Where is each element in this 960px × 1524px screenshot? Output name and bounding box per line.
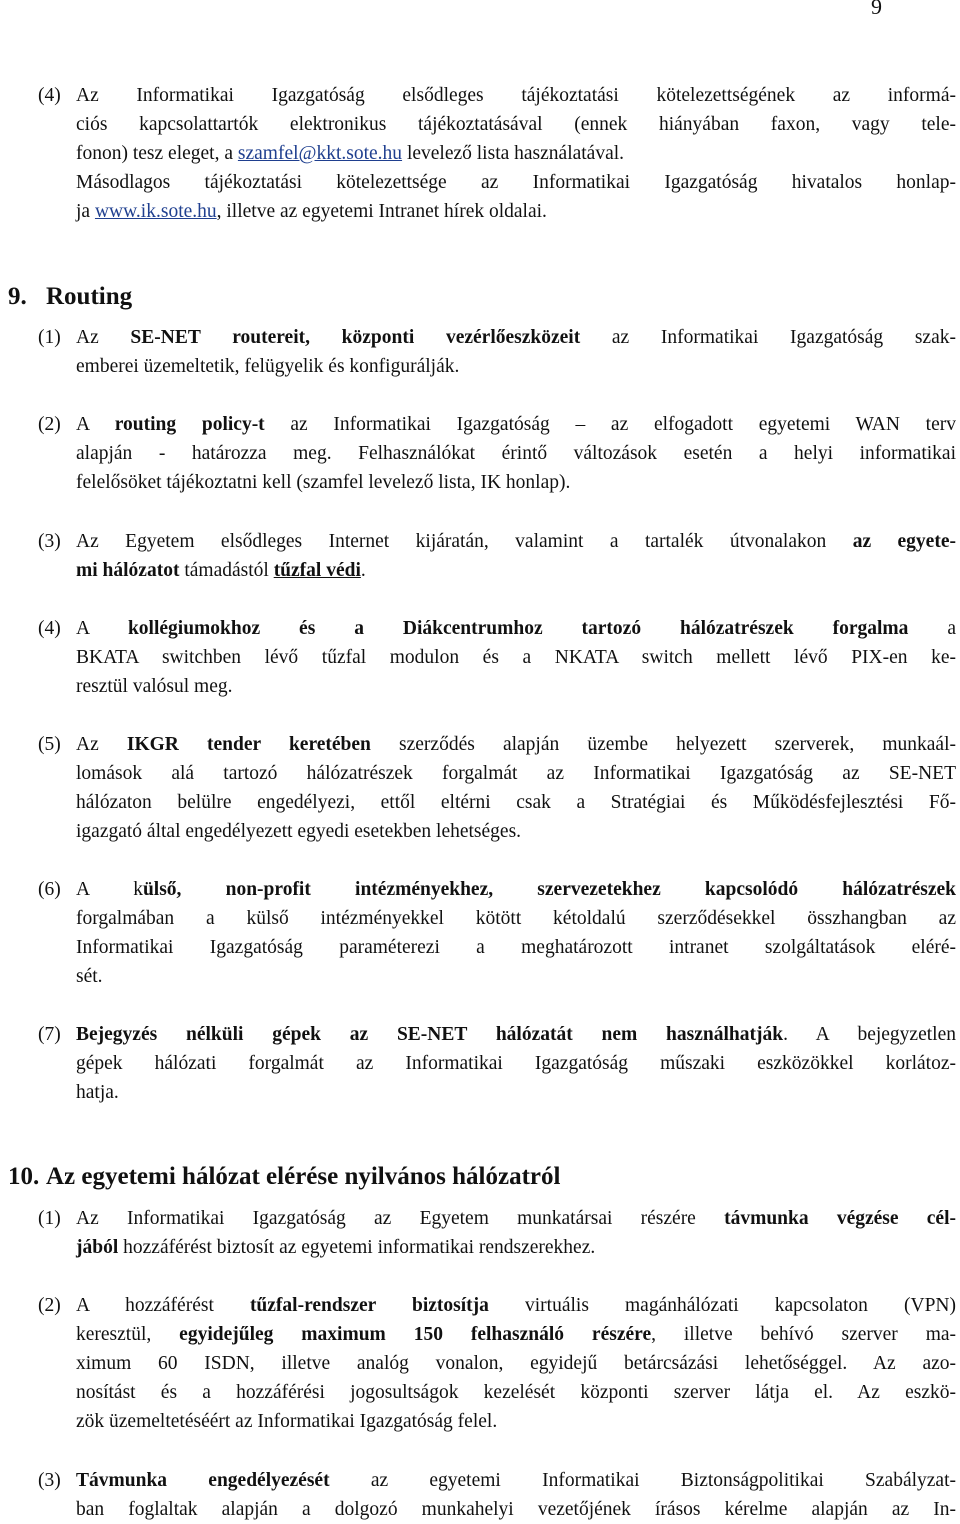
paragraph-number: (2) <box>38 414 61 435</box>
text-line: felelősöket tájékoztatni kell (szamfel levelező lista, IK honlap). <box>76 472 571 493</box>
text-line: emberei üzemeltetik, felügyelik és konfigurálják. <box>76 356 460 377</box>
text-line: A külső, non-profit intézményekhez, szervezetekhez kapcsolódó hálózatrészek <box>76 879 956 900</box>
text-line: BKATA switchben lévő tűzfal modulon és a NKATA switch mellett lévő PIX-en ke- <box>76 647 956 668</box>
section-number: 10. <box>8 1163 40 1190</box>
section-heading-remote-access <box>8 1163 560 1191</box>
text-line: Távmunka engedélyezését az egyetemi Informatikai Biztonságpolitikai Szabályzat- <box>76 1470 956 1491</box>
paragraph-10-2 <box>38 1291 956 1436</box>
paragraph-9-3 <box>38 527 956 585</box>
text-line: hatja. <box>76 1082 119 1103</box>
text-line: Az Egyetem elsődleges Internet kijáratán, valamint a tartalék útvonalakon az egyete- <box>76 531 956 552</box>
text-line: forgalmában a külső intézményekkel kötött kétoldalú szerződésekkel összhangban az <box>76 908 956 929</box>
page-number: 9 <box>871 0 882 19</box>
paragraph-9-4 <box>38 614 956 701</box>
paragraph-number: (3) <box>38 1470 61 1491</box>
paragraph-number: (1) <box>38 1208 61 1229</box>
text-line: jából hozzáférést biztosít az egyetemi informatikai rendszerekhez. <box>76 1237 596 1258</box>
paragraph-number: (4) <box>38 85 61 106</box>
text-line: alapján - határozza meg. Felhasználókat érintő változások esetén a helyi informatikai <box>76 443 956 464</box>
text-line: gépek hálózati forgalmát az Informatikai Igazgatóság műszaki eszközökkel korlátoz- <box>76 1053 956 1074</box>
text-line: Másodlagos tájékoztatási kötelezettsége az Informatikai Igazgatóság hivatalos honlap- <box>76 172 956 193</box>
section-number: 9. <box>8 283 27 310</box>
text-line: Az Informatikai Igazgatóság elsődleges tájékoztatási kötelezettségének az informá- <box>76 85 956 106</box>
paragraph-number: (7) <box>38 1024 61 1045</box>
paragraph-10-3 <box>38 1466 956 1524</box>
text-line: mi hálózatot támadástól tűzfal védi. <box>76 560 366 581</box>
paragraph-9-7 <box>38 1020 956 1107</box>
text-line: sét. <box>76 966 103 987</box>
text-line: ximum 60 ISDN, illetve analóg vonalon, egyidejű betárcsázási lehetőséggel. Az azo- <box>76 1353 956 1374</box>
section-title: Az egyetemi hálózat elérése nyilvános hálózatról <box>46 1163 561 1190</box>
section-heading-routing <box>8 283 132 311</box>
text-line: zök üzemeltetéséért az Informatikai Igazgatóság felel. <box>76 1411 498 1432</box>
paragraph-9-1 <box>38 323 956 381</box>
paragraph-number: (4) <box>38 618 61 639</box>
text-line: A kollégiumokhoz és a Diákcentrumhoz tartozó hálózatrészek forgalma a <box>76 618 957 639</box>
paragraph-10-1 <box>38 1204 956 1262</box>
text-line: Az Informatikai Igazgatóság az Egyetem munkatársai részére távmunka végzése cél- <box>76 1208 956 1229</box>
text-line: ja www.ik.sote.hu, illetve az egyetemi Intranet hírek oldalai. <box>76 201 547 222</box>
homepage-link[interactable]: www.ik.sote.hu <box>94 201 217 222</box>
text-line: Az IKGR tender keretében szerződés alapján üzembe helyezett szerverek, munkaál- <box>76 734 956 755</box>
paragraph-9-6 <box>38 875 956 991</box>
text-line: keresztül, egyidejűleg maximum 150 felhasználó részére, illetve behívó szerver ma- <box>76 1324 957 1345</box>
paragraph-intro-4 <box>38 81 956 226</box>
text-line: hálózaton belülre engedélyezi, ettől eltérni csak a Stratégiai és Működésfejlesztési Fő- <box>76 792 956 813</box>
text-line: igazgató által engedélyezett egyedi esetekben lehetséges. <box>76 821 522 842</box>
text-line: nosítást és a hozzáférési jogosultságok kezelését központi szerver látja el. Az eszkö- <box>76 1382 956 1403</box>
text-line: resztül valósul meg. <box>76 676 233 697</box>
mailing-list-link[interactable]: szamfel@kkt.sote.hu <box>237 143 403 164</box>
paragraph-number: (5) <box>38 734 61 755</box>
text-line: Informatikai Igazgatóság paraméterezi a meghatározott intranet szolgáltatások eléré- <box>76 937 956 958</box>
text-line: A routing policy-t az Informatikai Igazgatóság – az elfogadott egyetemi WAN terv <box>76 414 956 435</box>
text-line: fonon) tesz eleget, a szamfel@kkt.sote.hu levelező lista használatával. <box>76 143 625 164</box>
text-line: A hozzáférést tűzfal-rendszer biztosítja virtuális magánhálózati kapcsolaton (VPN) <box>76 1295 956 1316</box>
paragraph-number: (1) <box>38 327 61 348</box>
section-title: Routing <box>46 283 133 310</box>
paragraph-number: (2) <box>38 1295 61 1316</box>
text-line: Az SE-NET routereit, központi vezérlőeszközeit az Informatikai Igazgatóság szak- <box>76 327 956 348</box>
text-line: Bejegyzés nélküli gépek az SE-NET hálózatát nem használhatják. A bejegyzetlen <box>76 1024 956 1045</box>
paragraph-9-2 <box>38 410 956 497</box>
text-line: ban foglaltak alapján a dolgozó munkahelyi vezetőjének írásos kérelme alapján az In- <box>76 1499 956 1520</box>
text-line: ciós kapcsolattartók elektronikus tájékoztatásával (ennek hiányában faxon, vagy tele- <box>76 114 956 135</box>
paragraph-number: (6) <box>38 879 61 900</box>
paragraph-number: (3) <box>38 531 61 552</box>
paragraph-9-5 <box>38 730 956 846</box>
text-line: lomások alá tartozó hálózatrészek forgalmát az Informatikai Igazgatóság az SE-NET <box>76 763 956 784</box>
